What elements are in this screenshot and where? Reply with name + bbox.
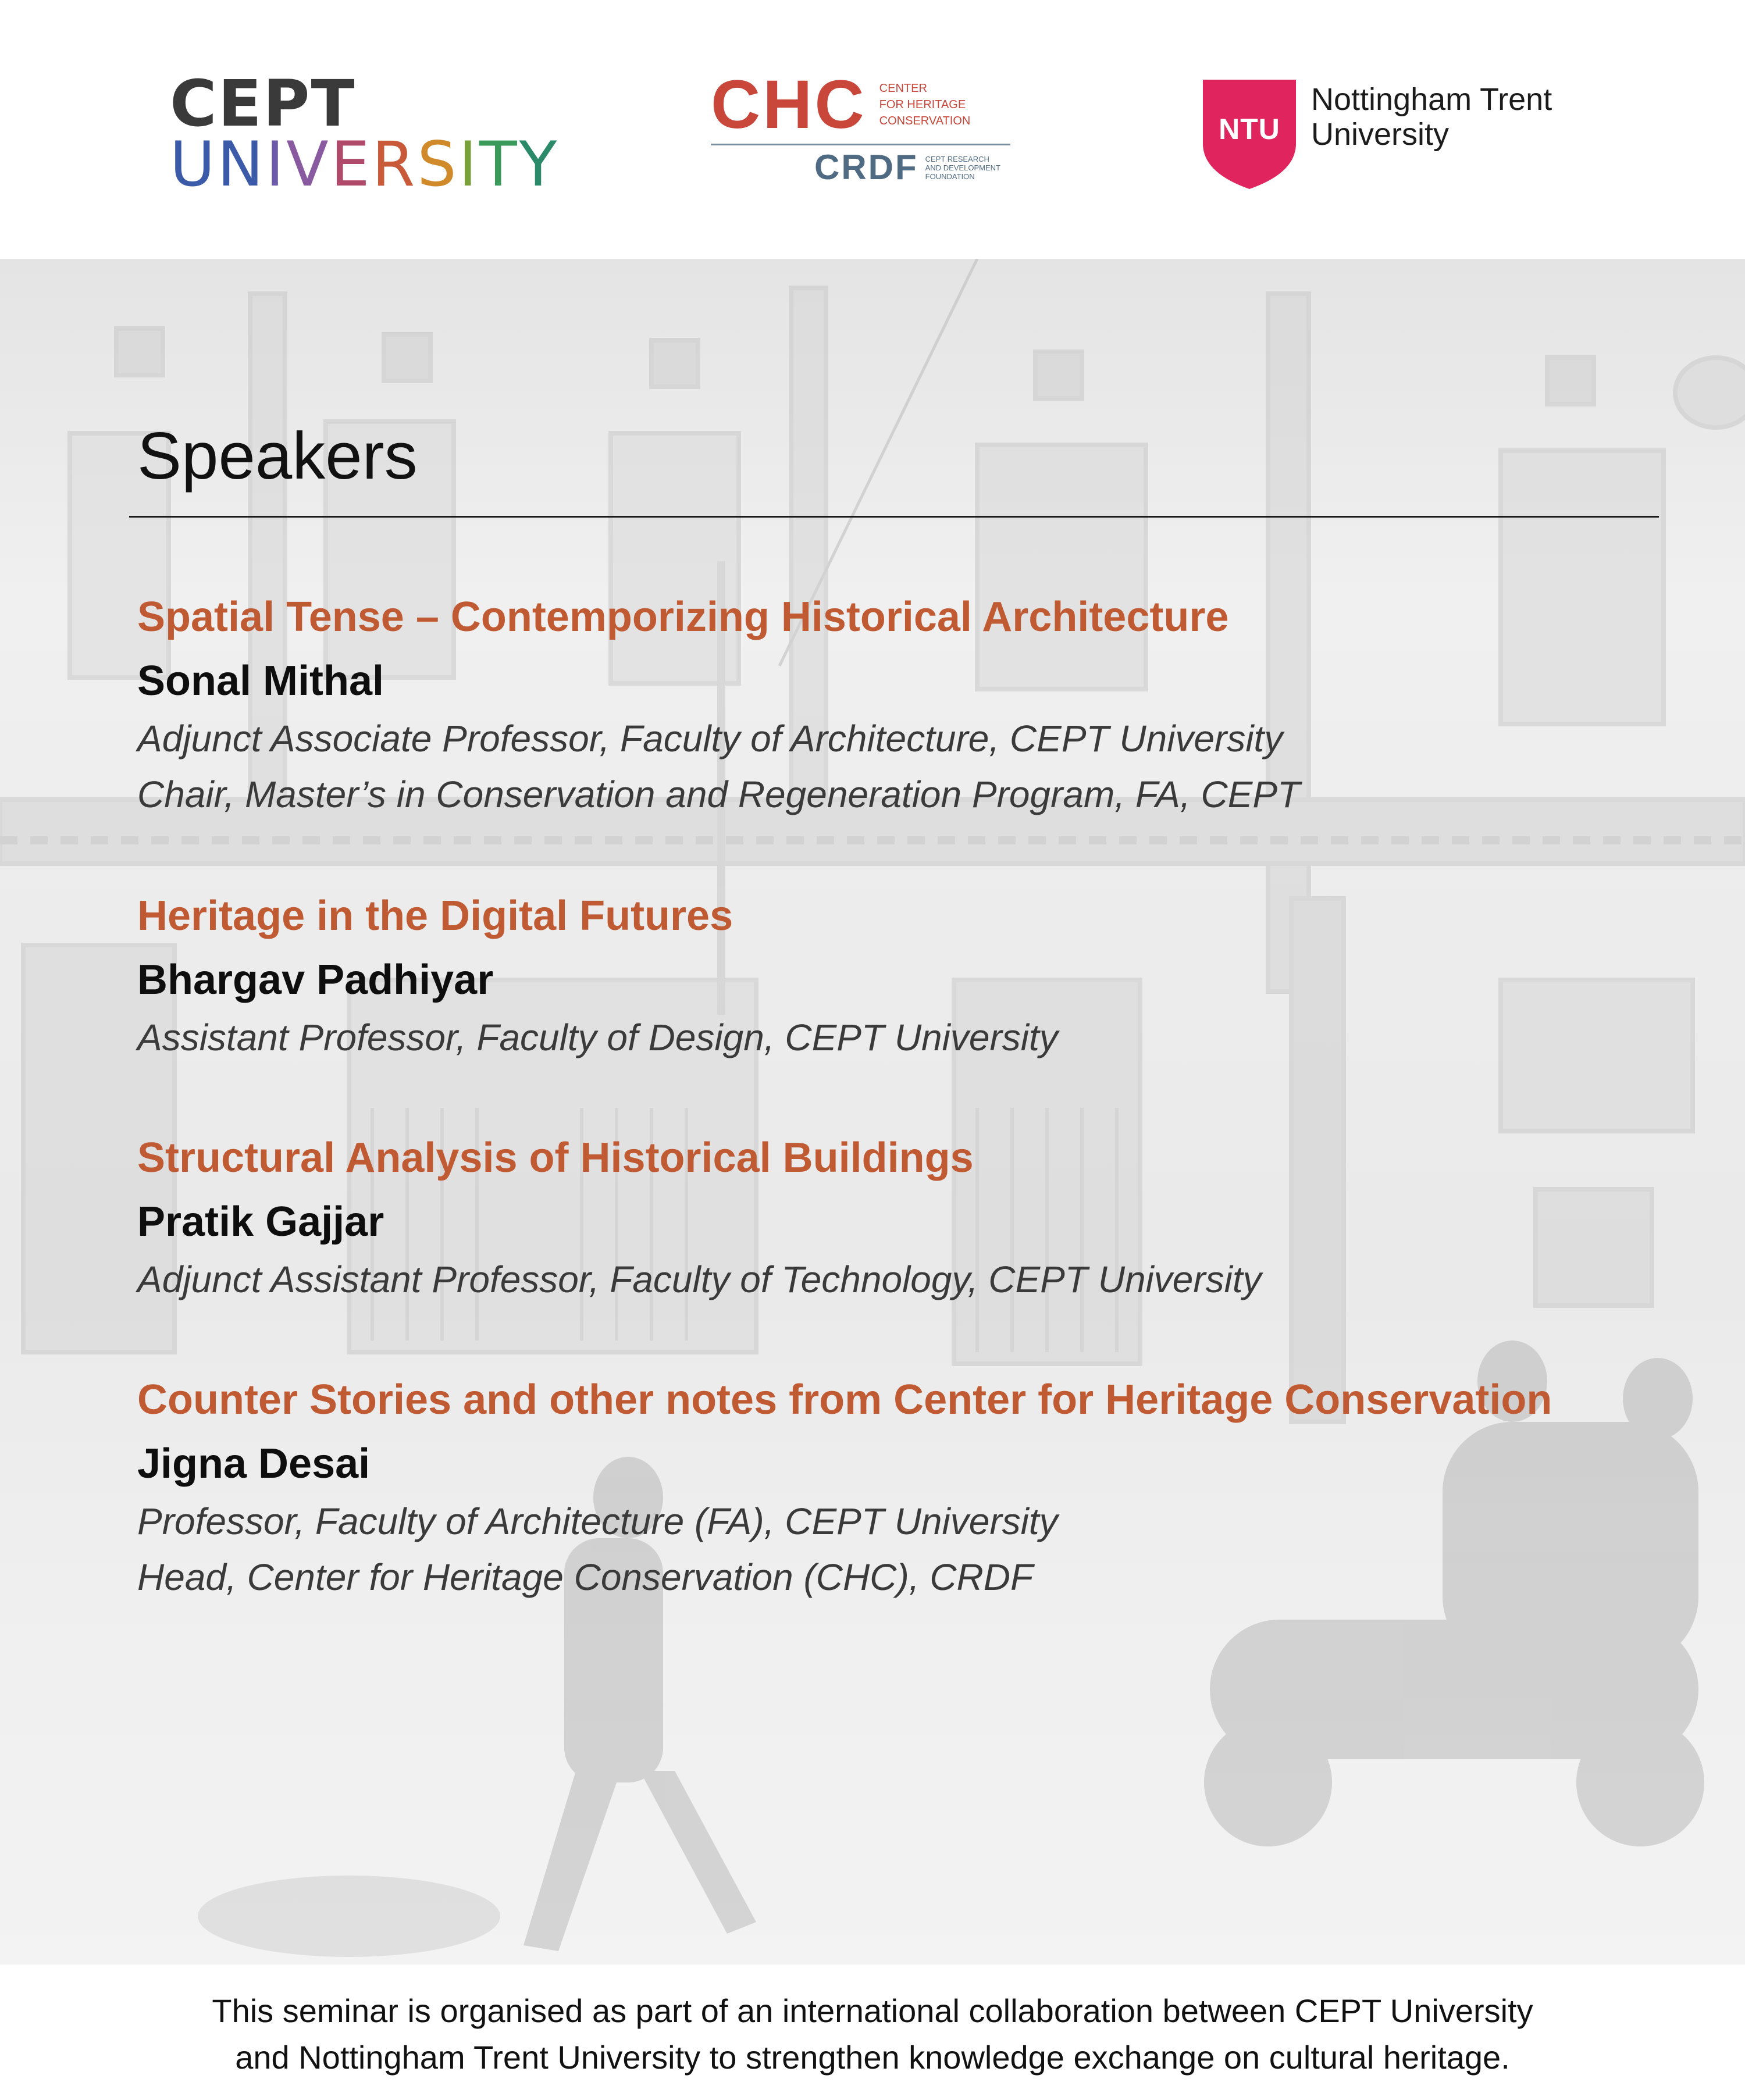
title-divider [129,516,1659,518]
footer-line: and Nottingham Trent University to strengthen knowledge exchange on cultural heritage. [235,2039,1510,2076]
talk-title: Spatial Tense – Contemporizing Historical Architecture [137,594,1229,640]
chc-crdf-logo [711,66,1010,187]
cept-logo-letter: I [265,129,287,200]
talk-title: Counter Stories and other notes from Center for Heritage Conservation [137,1377,1552,1423]
speaker-name: Sonal Mithal [137,658,384,704]
speaker-role: Adjunct Associate Professor, Faculty of Architecture, CEPT University [137,718,1283,760]
cept-logo-letter: V [286,129,331,200]
cept-logo-letter: E [330,129,372,200]
cept-logo-letter: I [458,129,479,200]
cept-logo-letter: T [479,129,519,200]
chc-sub-line: CENTER [879,82,927,95]
chc-logo-letters: CHC [711,66,867,143]
footer-line: This seminar is organised as part of an international collaboration between CEPT University [212,1992,1533,2029]
speaker-name: Bhargav Padhiyar [137,957,494,1003]
ntu-badge-text: NTU [1219,113,1280,145]
logo-header [0,0,1745,259]
talk-block [137,1133,1262,1307]
ntu-name [1311,82,1552,189]
speaker-role: Professor, Faculty of Architecture (FA), CEPT University [137,1500,1058,1542]
cept-logo-letter: S [417,129,459,200]
cept-university-logo [170,66,560,200]
cept-logo-letter: N [217,129,266,200]
crdf-logo-subtitle [925,155,1000,181]
talk-block [137,891,1058,1065]
speaker-name: Pratik Gajjar [137,1199,384,1245]
speaker-role: Adjunct Assistant Professor, Faculty of Technology, CEPT University [137,1258,1262,1300]
ntu-shield-icon [1203,80,1296,189]
street-photo-background [0,259,1745,1964]
talk-block [137,1375,1552,1605]
chc-sub-line: FOR HERITAGE [879,98,966,111]
chc-logo-subtitle [879,80,971,129]
cept-logo-university [170,129,560,200]
cept-logo-word: CEPT [170,66,356,141]
crdf-sub-line: AND DEVELOPMENT [925,163,1000,172]
speaker-role: Head, Center for Heritage Conservation (CHC), CRDF [137,1556,1034,1598]
footer [0,1964,1745,2100]
ntu-name-line: University [1311,117,1450,152]
speaker-role: Chair, Master’s in Conservation and Regeneration Program, FA, CEPT [137,773,1301,815]
cept-logo-letter: R [372,129,418,200]
faded-building-illustration [0,259,1745,1964]
cept-logo-letter: Y [519,129,560,200]
ntu-name-line: Nottingham Trent [1311,82,1552,117]
talk-block [137,592,1300,822]
talk-title: Heritage in the Digital Futures [137,893,733,939]
crdf-logo-letters: CRDF [814,148,918,187]
footer-note [0,1988,1745,2081]
crdf-sub-line: CEPT RESEARCH [925,154,989,163]
talk-title: Structural Analysis of Historical Buildings [137,1135,974,1181]
page-title: Speakers [137,419,418,493]
ntu-logo [1203,80,1552,189]
chc-sub-line: CONSERVATION [879,115,971,127]
chc-logo-divider [711,144,1010,145]
speaker-name: Jigna Desai [137,1441,371,1487]
cept-logo-letter: U [170,129,218,200]
crdf-sub-line: FOUNDATION [925,172,975,181]
speaker-role: Assistant Professor, Faculty of Design, CEPT University [137,1017,1058,1058]
